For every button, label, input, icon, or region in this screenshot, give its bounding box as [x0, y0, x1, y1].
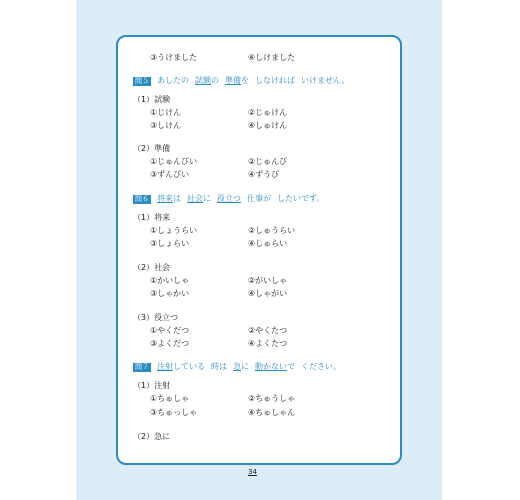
prompt-target-word: 試験: [195, 76, 211, 85]
prompt-word: で: [287, 362, 295, 371]
option-1: ①じけん: [150, 108, 182, 117]
prompt-target-word: 急: [233, 362, 241, 371]
item-label: （1）試験: [133, 95, 171, 104]
prompt-word: の: [211, 76, 219, 85]
prompt-word: 時は: [211, 362, 227, 371]
prompt-word: あしたの: [157, 76, 189, 85]
prompt-target-word: 将来: [157, 194, 173, 203]
option-4: ④しゅらい: [248, 239, 288, 248]
prompt-word: に: [203, 194, 211, 203]
option-2: ②じゅんび: [248, 157, 288, 166]
question-5-prompt: [133, 76, 349, 86]
prompt-word: を: [241, 76, 249, 85]
option-3: ③ずんびい: [150, 170, 190, 179]
page-number: 34: [248, 468, 257, 476]
item-label: （1）将来: [133, 213, 171, 222]
option-3: ③よくだつ: [150, 339, 190, 348]
option-4: ④しゃがい: [248, 289, 288, 298]
item-label: （2）社会: [133, 263, 171, 272]
item-label: （1）注射: [133, 381, 171, 390]
option-1: ①かいしゃ: [150, 276, 190, 285]
question-badge: 問５: [135, 76, 149, 85]
option-3: ③しょらい: [150, 239, 190, 248]
option-2: ②やくたつ: [248, 326, 288, 335]
option-2: ②じゅけん: [248, 108, 288, 117]
prompt-target-word: 注射: [157, 362, 173, 371]
prompt-target-word: 役立つ: [217, 194, 241, 203]
option-1: ①しょうらい: [150, 226, 198, 235]
prompt-word: ください。: [301, 362, 341, 371]
prompt-word: している: [173, 362, 205, 371]
option-3: ③ちゅっしゃ: [150, 408, 198, 417]
option-1: ①やくだつ: [150, 326, 190, 335]
option-3: ③しけん: [150, 121, 182, 130]
prompt-target-word: 準備: [225, 76, 241, 85]
item-label: （2）準備: [133, 144, 171, 153]
option-4: ④ちゅしゃん: [248, 408, 296, 417]
option-4: ④しゅけん: [248, 121, 288, 130]
option-4: ④ずうび: [248, 170, 280, 179]
option-3: ③うけました: [150, 53, 198, 62]
option-4: ④よくたつ: [248, 339, 288, 348]
item-label: （2）急に: [133, 432, 171, 441]
question-badge: 問７: [135, 362, 149, 371]
option-1: ①ちゅしゃ: [150, 394, 190, 403]
question-badge: 問６: [135, 194, 149, 203]
question-7-prompt: [133, 362, 341, 372]
option-2: ②がいしゃ: [248, 276, 288, 285]
prompt-word: に: [241, 362, 249, 371]
option-2: ②しゅうらい: [248, 226, 296, 235]
prompt-target-word: 社会: [187, 194, 203, 203]
prompt-target-word: 動かない: [255, 362, 287, 371]
question-6-prompt: [133, 194, 324, 204]
prompt-word: しなければ: [255, 76, 295, 85]
option-1: ①じゅんびい: [150, 157, 198, 166]
prompt-word: 仕事が: [247, 194, 271, 203]
prompt-word: は: [173, 194, 181, 203]
item-label: （3）役立つ: [133, 313, 179, 322]
option-4: ④しけました: [248, 53, 296, 62]
prompt-word: したいです。: [277, 194, 325, 203]
option-2: ②ちゅうしゃ: [248, 394, 296, 403]
prompt-word: いけません。: [301, 76, 350, 85]
option-3: ③しゃかい: [150, 289, 190, 298]
